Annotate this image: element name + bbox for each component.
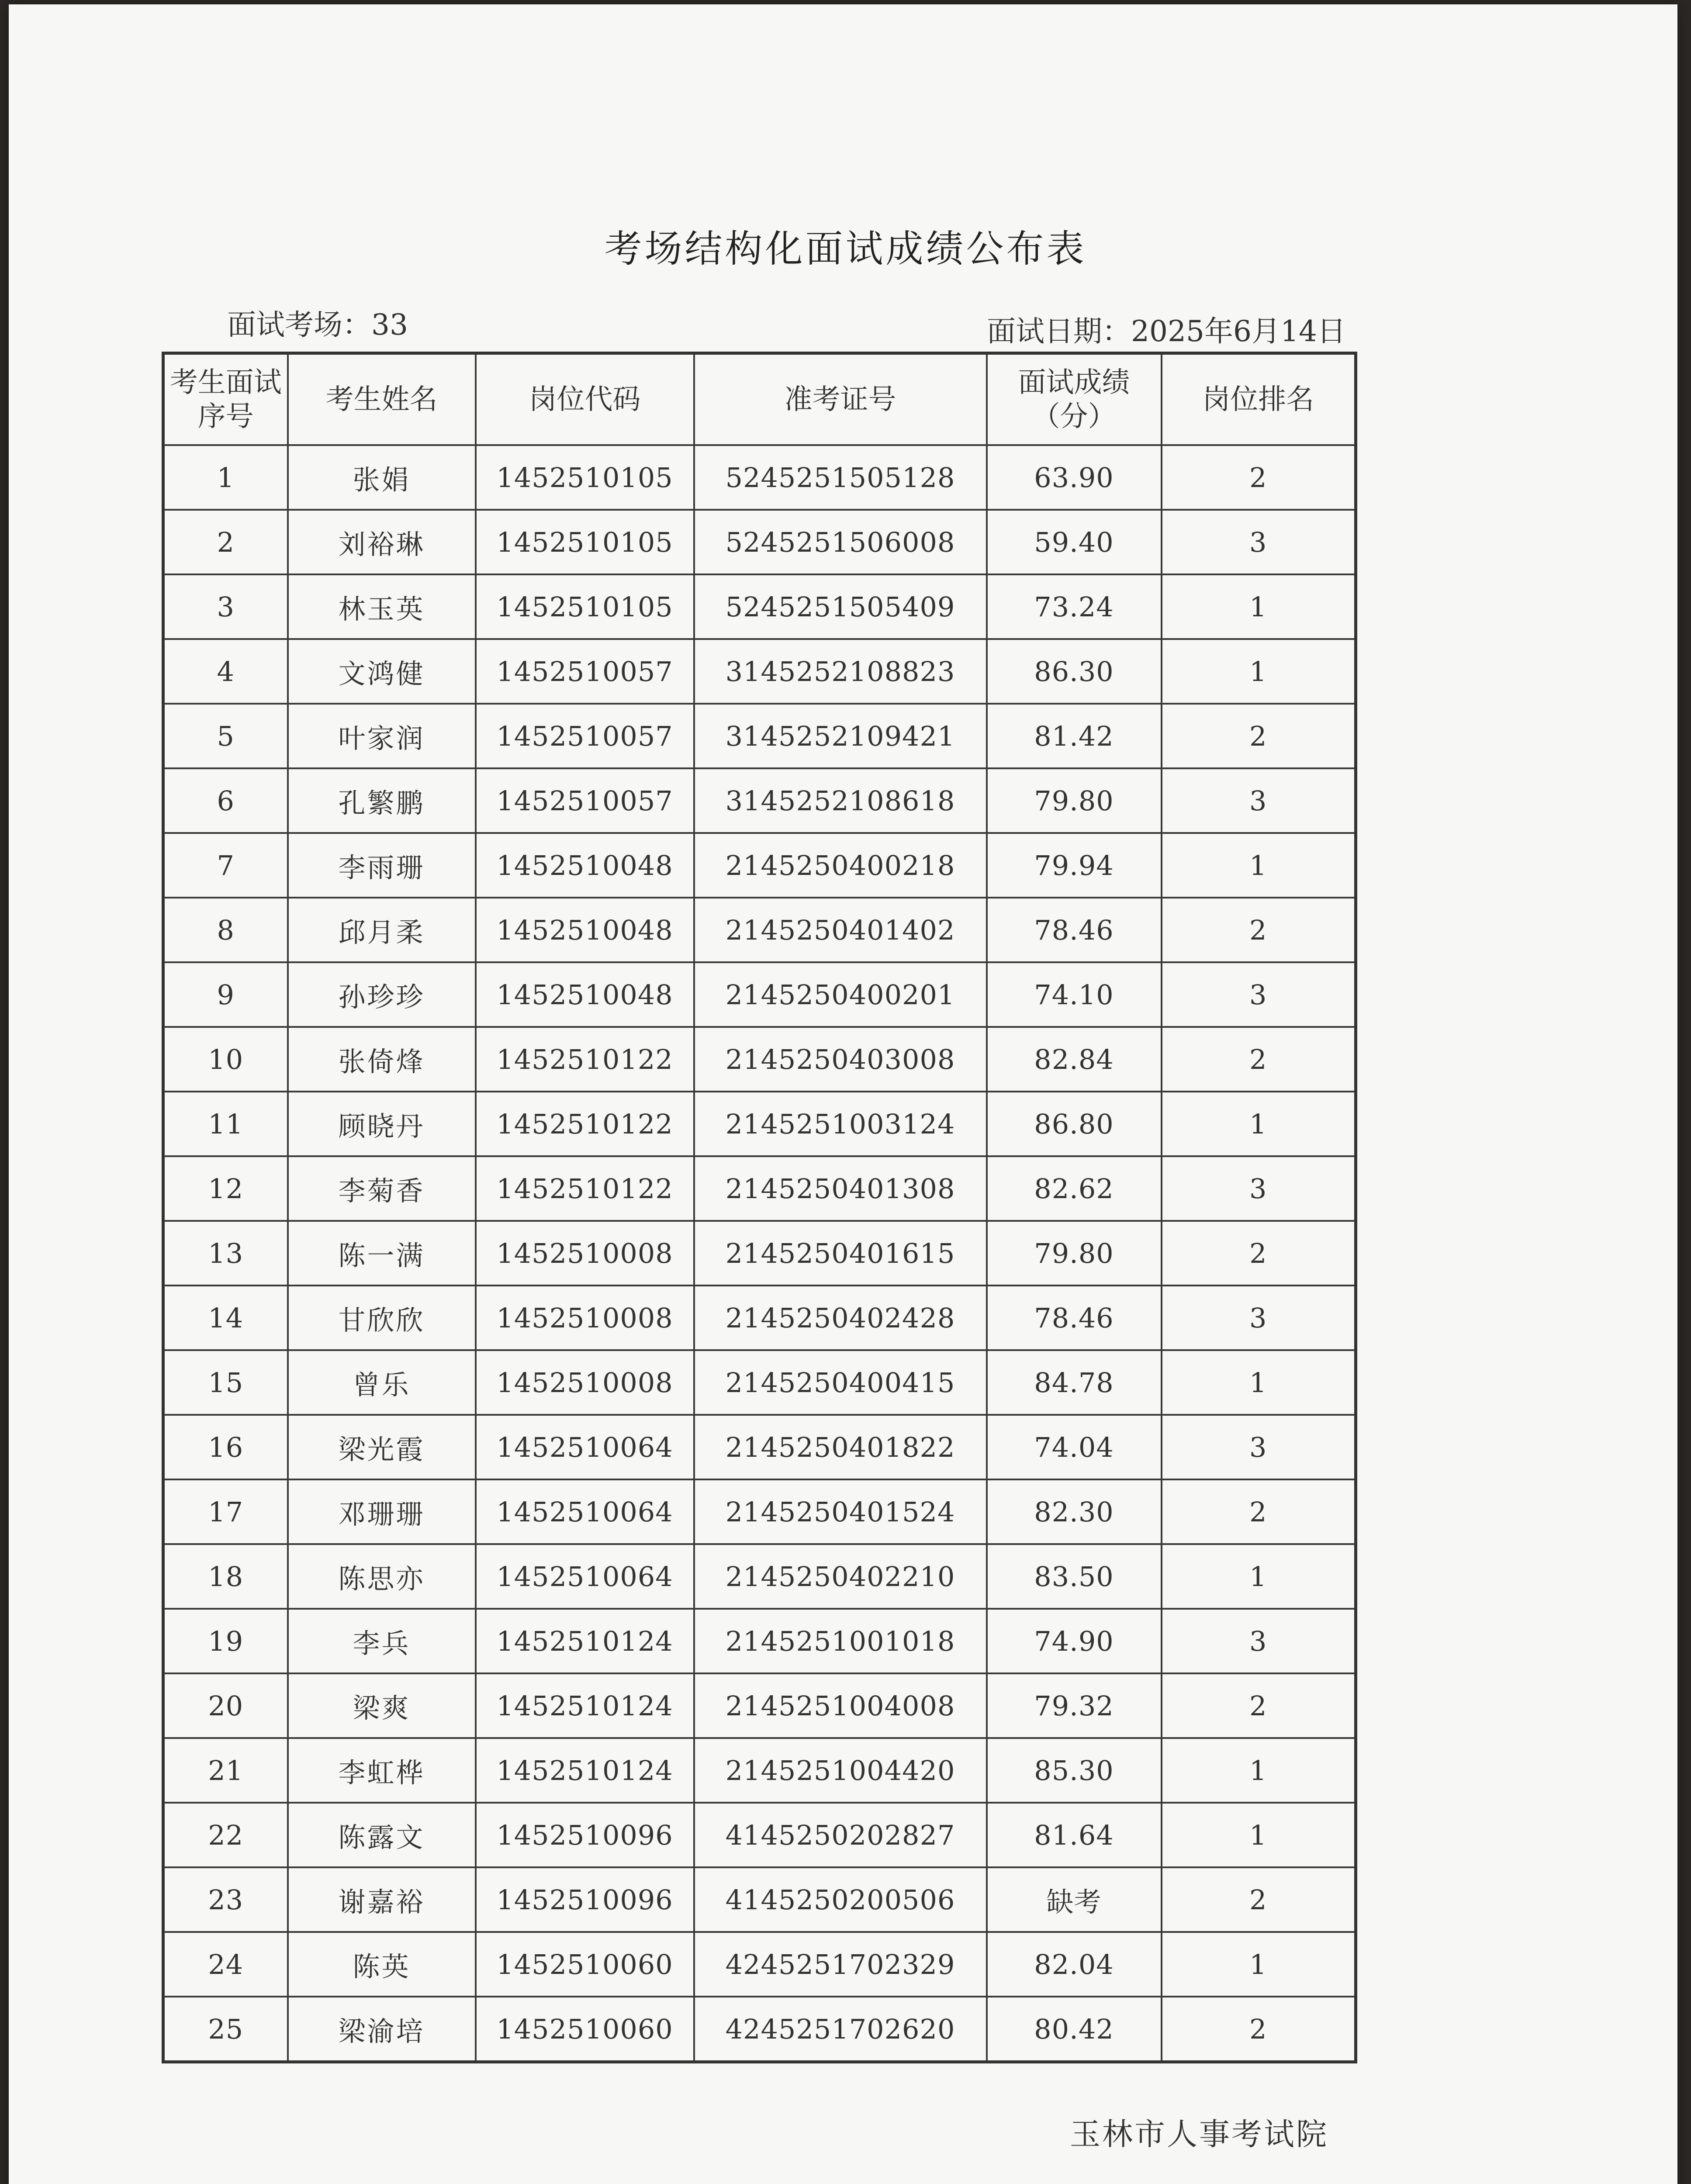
cell-ticket-number: 2145250400201 <box>694 962 987 1027</box>
cell-rank: 1 <box>1162 1092 1356 1156</box>
cell-post-code: 1452510105 <box>476 445 694 510</box>
cell-name: 张倚烽 <box>288 1027 476 1092</box>
cell-score: 86.30 <box>987 639 1162 704</box>
cell-ticket-number: 4245251702329 <box>694 1932 987 1997</box>
cell-name: 李虹桦 <box>288 1738 476 1803</box>
cell-post-code: 1452510057 <box>476 768 694 833</box>
cell-rank: 2 <box>1162 445 1356 510</box>
cell-ticket-number: 2145250402210 <box>694 1544 987 1609</box>
table-row <box>163 1609 1356 1673</box>
cell-seq: 2 <box>163 510 288 574</box>
cell-name: 梁渝培 <box>288 1997 476 2062</box>
cell-score: 80.42 <box>987 1997 1162 2062</box>
cell-rank: 2 <box>1162 1479 1356 1544</box>
cell-post-code: 1452510057 <box>476 639 694 704</box>
cell-ticket-number: 4145250202827 <box>694 1803 987 1867</box>
cell-rank: 3 <box>1162 1286 1356 1350</box>
cell-rank: 1 <box>1162 833 1356 898</box>
cell-name: 李菊香 <box>288 1156 476 1221</box>
table-row <box>163 1286 1356 1350</box>
cell-ticket-number: 2145251003124 <box>694 1092 987 1156</box>
cell-seq: 21 <box>163 1738 288 1803</box>
cell-post-code: 1452510048 <box>476 898 694 962</box>
cell-seq: 24 <box>163 1932 288 1997</box>
cell-ticket-number: 3145252109421 <box>694 704 987 768</box>
cell-ticket-number: 2145251004008 <box>694 1673 987 1738</box>
table-row <box>163 1156 1356 1221</box>
cell-ticket-number: 3145252108618 <box>694 768 987 833</box>
cell-rank: 1 <box>1162 1932 1356 1997</box>
cell-rank: 2 <box>1162 1673 1356 1738</box>
cell-seq: 14 <box>163 1286 288 1350</box>
table-row <box>163 768 1356 833</box>
cell-rank: 2 <box>1162 1221 1356 1286</box>
table-row <box>163 704 1356 768</box>
cell-name: 叶家润 <box>288 704 476 768</box>
page-title: 考场结构化面试成绩公布表 <box>604 227 1087 271</box>
cell-post-code: 1452510124 <box>476 1673 694 1738</box>
cell-seq: 6 <box>163 768 288 833</box>
exam-room-label: 面试考场：33 <box>227 308 408 342</box>
cell-name: 李雨珊 <box>288 833 476 898</box>
cell-name: 陈一满 <box>288 1221 476 1286</box>
cell-name: 孔繁鹏 <box>288 768 476 833</box>
cell-ticket-number: 2145251001018 <box>694 1609 987 1673</box>
table-row <box>163 1415 1356 1479</box>
cell-ticket-number: 2145250402428 <box>694 1286 987 1350</box>
table-row <box>163 1803 1356 1867</box>
cell-seq: 12 <box>163 1156 288 1221</box>
cell-rank: 3 <box>1162 768 1356 833</box>
table-row <box>163 1479 1356 1544</box>
score-table-container <box>162 352 1354 2063</box>
issuer-signature: 玉林市人事考试院 <box>1070 2116 1328 2152</box>
cell-rank: 3 <box>1162 962 1356 1027</box>
cell-name: 林玉英 <box>288 574 476 639</box>
cell-seq: 4 <box>163 639 288 704</box>
cell-name: 邱月柔 <box>288 898 476 962</box>
cell-post-code: 1452510105 <box>476 574 694 639</box>
cell-rank: 3 <box>1162 1609 1356 1673</box>
cell-ticket-number: 3145252108823 <box>694 639 987 704</box>
cell-name: 邓珊珊 <box>288 1479 476 1544</box>
table-row <box>163 1673 1356 1738</box>
table-row <box>163 1092 1356 1156</box>
cell-seq: 10 <box>163 1027 288 1092</box>
cell-ticket-number: 2145250400415 <box>694 1350 987 1415</box>
header-post-code: 岗位代码 <box>476 353 694 446</box>
cell-name: 梁爽 <box>288 1673 476 1738</box>
cell-ticket-number: 2145250401524 <box>694 1479 987 1544</box>
cell-score: 78.46 <box>987 1286 1162 1350</box>
cell-seq: 18 <box>163 1544 288 1609</box>
header-score: 面试成绩（分） <box>987 353 1162 446</box>
table-row <box>163 510 1356 574</box>
table-row <box>163 1997 1356 2062</box>
cell-name: 李兵 <box>288 1609 476 1673</box>
cell-rank: 2 <box>1162 704 1356 768</box>
cell-post-code: 1452510048 <box>476 833 694 898</box>
header-ticket-number: 准考证号 <box>694 353 987 446</box>
cell-rank: 1 <box>1162 1350 1356 1415</box>
cell-post-code: 1452510064 <box>476 1544 694 1609</box>
table-row <box>163 1221 1356 1286</box>
cell-score: 74.90 <box>987 1609 1162 1673</box>
table-row <box>163 639 1356 704</box>
cell-ticket-number: 2145251004420 <box>694 1738 987 1803</box>
cell-rank: 3 <box>1162 510 1356 574</box>
table-header-row <box>163 353 1356 446</box>
cell-post-code: 1452510122 <box>476 1156 694 1221</box>
cell-rank: 3 <box>1162 1156 1356 1221</box>
table-row <box>163 445 1356 510</box>
cell-score: 63.90 <box>987 445 1162 510</box>
cell-name: 孙珍珍 <box>288 962 476 1027</box>
cell-seq: 13 <box>163 1221 288 1286</box>
cell-name: 文鸿健 <box>288 639 476 704</box>
cell-seq: 25 <box>163 1997 288 2062</box>
cell-seq: 23 <box>163 1867 288 1932</box>
cell-ticket-number: 5245251505409 <box>694 574 987 639</box>
cell-post-code: 1452510048 <box>476 962 694 1027</box>
cell-post-code: 1452510122 <box>476 1027 694 1092</box>
cell-seq: 15 <box>163 1350 288 1415</box>
table-row <box>163 1932 1356 1997</box>
cell-rank: 3 <box>1162 1415 1356 1479</box>
cell-seq: 3 <box>163 574 288 639</box>
cell-seq: 11 <box>163 1092 288 1156</box>
cell-score: 79.80 <box>987 1221 1162 1286</box>
header-name: 考生姓名 <box>288 353 476 446</box>
cell-name: 陈露文 <box>288 1803 476 1867</box>
table-row <box>163 1867 1356 1932</box>
cell-ticket-number: 4245251702620 <box>694 1997 987 2062</box>
cell-rank: 2 <box>1162 1867 1356 1932</box>
cell-score: 83.50 <box>987 1544 1162 1609</box>
cell-score: 82.04 <box>987 1932 1162 1997</box>
cell-score: 79.80 <box>987 768 1162 833</box>
cell-name: 刘裕琳 <box>288 510 476 574</box>
table-row <box>163 1027 1356 1092</box>
cell-post-code: 1452510096 <box>476 1867 694 1932</box>
cell-ticket-number: 2145250401308 <box>694 1156 987 1221</box>
table-row <box>163 833 1356 898</box>
table-row <box>163 574 1356 639</box>
cell-seq: 16 <box>163 1415 288 1479</box>
cell-score: 82.62 <box>987 1156 1162 1221</box>
cell-post-code: 1452510008 <box>476 1221 694 1286</box>
cell-score: 82.84 <box>987 1027 1162 1092</box>
cell-post-code: 1452510057 <box>476 704 694 768</box>
cell-name: 陈英 <box>288 1932 476 1997</box>
cell-score: 74.10 <box>987 962 1162 1027</box>
cell-seq: 22 <box>163 1803 288 1867</box>
cell-post-code: 1452510124 <box>476 1609 694 1673</box>
cell-score: 85.30 <box>987 1738 1162 1803</box>
cell-score: 79.94 <box>987 833 1162 898</box>
cell-name: 梁光霞 <box>288 1415 476 1479</box>
cell-rank: 1 <box>1162 1738 1356 1803</box>
cell-score: 74.04 <box>987 1415 1162 1479</box>
cell-seq: 17 <box>163 1479 288 1544</box>
cell-ticket-number: 5245251505128 <box>694 445 987 510</box>
cell-name: 谢嘉裕 <box>288 1867 476 1932</box>
cell-seq: 7 <box>163 833 288 898</box>
cell-rank: 2 <box>1162 1027 1356 1092</box>
cell-post-code: 1452510060 <box>476 1932 694 1997</box>
cell-post-code: 1452510124 <box>476 1738 694 1803</box>
cell-ticket-number: 2145250401615 <box>694 1221 987 1286</box>
cell-seq: 20 <box>163 1673 288 1738</box>
cell-score: 82.30 <box>987 1479 1162 1544</box>
cell-rank: 2 <box>1162 898 1356 962</box>
cell-name: 顾晓丹 <box>288 1092 476 1156</box>
table-row <box>163 898 1356 962</box>
table-row <box>163 1544 1356 1609</box>
cell-ticket-number: 2145250401822 <box>694 1415 987 1479</box>
cell-rank: 1 <box>1162 639 1356 704</box>
cell-seq: 8 <box>163 898 288 962</box>
cell-post-code: 1452510122 <box>476 1092 694 1156</box>
cell-post-code: 1452510064 <box>476 1479 694 1544</box>
cell-score: 81.64 <box>987 1803 1162 1867</box>
cell-post-code: 1452510064 <box>476 1415 694 1479</box>
cell-post-code: 1452510096 <box>476 1803 694 1867</box>
cell-seq: 1 <box>163 445 288 510</box>
cell-score: 84.78 <box>987 1350 1162 1415</box>
header-rank: 岗位排名 <box>1162 353 1356 446</box>
cell-score: 59.40 <box>987 510 1162 574</box>
cell-score: 79.32 <box>987 1673 1162 1738</box>
cell-score: 78.46 <box>987 898 1162 962</box>
cell-post-code: 1452510060 <box>476 1997 694 2062</box>
cell-ticket-number: 2145250401402 <box>694 898 987 962</box>
cell-rank: 1 <box>1162 1544 1356 1609</box>
table-row <box>163 962 1356 1027</box>
cell-seq: 5 <box>163 704 288 768</box>
cell-name: 陈思亦 <box>288 1544 476 1609</box>
cell-ticket-number: 2145250403008 <box>694 1027 987 1092</box>
cell-ticket-number: 2145250400218 <box>694 833 987 898</box>
cell-score: 缺考 <box>987 1867 1162 1932</box>
cell-post-code: 1452510008 <box>476 1350 694 1415</box>
cell-seq: 19 <box>163 1609 288 1673</box>
cell-score: 86.80 <box>987 1092 1162 1156</box>
cell-score: 81.42 <box>987 704 1162 768</box>
cell-post-code: 1452510105 <box>476 510 694 574</box>
cell-rank: 2 <box>1162 1997 1356 2062</box>
table-row <box>163 1350 1356 1415</box>
cell-rank: 1 <box>1162 1803 1356 1867</box>
cell-name: 张娟 <box>288 445 476 510</box>
table-row <box>163 1738 1356 1803</box>
header-seq: 考生面试序号 <box>163 353 288 446</box>
cell-seq: 9 <box>163 962 288 1027</box>
cell-ticket-number: 4145250200506 <box>694 1867 987 1932</box>
cell-score: 73.24 <box>987 574 1162 639</box>
cell-name: 甘欣欣 <box>288 1286 476 1350</box>
cell-ticket-number: 5245251506008 <box>694 510 987 574</box>
cell-post-code: 1452510008 <box>476 1286 694 1350</box>
cell-name: 曾乐 <box>288 1350 476 1415</box>
exam-date-label: 面试日期：2025年6月14日 <box>987 314 1346 348</box>
score-table <box>162 352 1357 2063</box>
cell-rank: 1 <box>1162 574 1356 639</box>
